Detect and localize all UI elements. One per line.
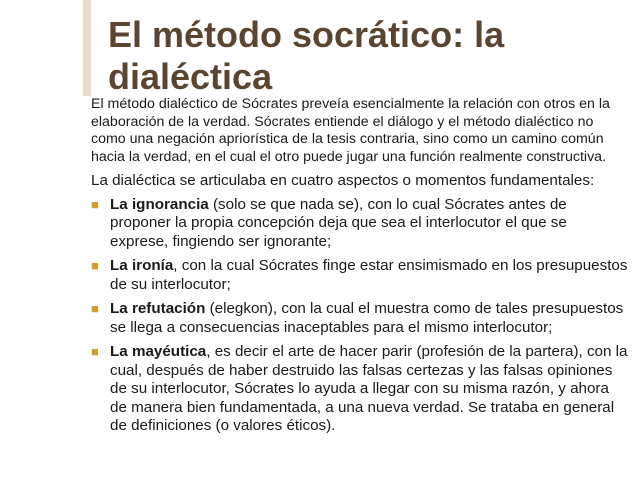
square-bullet-icon: ■	[91, 196, 99, 212]
aspect-term: La ignorancia	[110, 195, 209, 213]
aspect-term: La mayéutica	[110, 343, 207, 361]
list-item	[91, 300, 629, 337]
list-item	[91, 196, 629, 252]
left-margin	[0, 0, 83, 479]
square-bullet-icon: ■	[91, 258, 99, 274]
aspect-text: (solo se que nada se), con lo cual Sócrates antes de proponer la propia concepción deja que sea el interlocutor el que se exprese, fingiendo ser ignorante;	[110, 195, 567, 250]
aspects-list	[91, 196, 629, 436]
slide-content	[91, 96, 629, 442]
aspects-lead-paragraph: La dialéctica se articulaba en cuatro aspectos o momentos fundamentales:	[91, 172, 595, 190]
square-bullet-icon: ■	[91, 301, 99, 317]
square-bullet-icon: ■	[91, 344, 99, 360]
aspect-term: La ironía	[110, 257, 174, 275]
list-item	[91, 343, 629, 436]
list-item	[91, 257, 629, 294]
aspect-text: , es decir el arte de hacer parir (profesión de la partera), con la cual, después de haber destruido las falsas certezas y las falsas opiniones de su interlocutor, Sócrates lo ayuda a llegar con su misma razón, y ahora de manera bien fundamentada, a una nueva verdad. Se trataba en general de definiciones (o valores éticos).	[110, 343, 628, 435]
slide-title: El método socrático: la dialéctica	[108, 14, 505, 97]
aspect-text: (elegkon), con la cual el muestra como de tales presupuestos se llega a consecuencias inaceptables para el mismo interlocutor;	[110, 300, 624, 336]
aspect-text: , con la cual Sócrates finge estar ensimismado en los presupuestos de su interlocutor;	[110, 257, 628, 293]
aspect-term: La refutación	[110, 300, 206, 318]
intro-paragraph: El método dialéctico de Sócrates preveía esencialmente la relación con otros en la elaboración de la verdad. Sócrates entiende el diálogo y el método dialéctico no como una negación apriorística de la tesis contraria, sino como un camino común hacia la verdad, en el cual el otro puede jugar una función realmente constructiva.	[91, 96, 610, 165]
accent-band	[83, 0, 91, 96]
